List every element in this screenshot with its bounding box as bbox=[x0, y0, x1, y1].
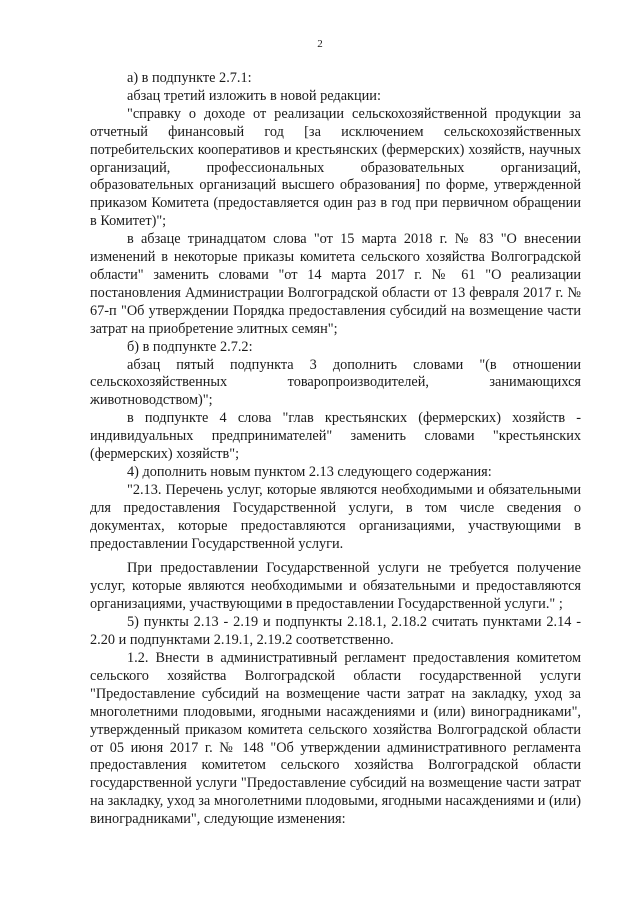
paragraph-third-abzac: абзац третий изложить в новой редакции: bbox=[127, 87, 381, 104]
paragraph-add-item-2-13: 4) дополнить новым пунктом 2.13 следующего содержания: bbox=[127, 463, 492, 480]
paragraph-item-2-13: "2.13. Перечень услуг, которые являются необходимыми и обязательными для предоставления Государственной услуги, в том числе сведения о документах, которые предоставляются организациями, участвующими в предоставлении Государственной услуги. bbox=[90, 481, 581, 552]
paragraph-renumber-items: 5) пункты 2.13 - 2.19 и подпункты 2.18.1, 2.18.2 считать пунктами 2.14 - 2.20 и подпунктами 2.19.1, 2.19.2 соответственно. bbox=[90, 614, 581, 649]
paragraph-no-services-required: При предоставлении Государственной услуги не требуется получение услуг, которые являются необходимыми и обязательными и предоставляются организациями, участвующими в предоставлении Государственной услуги." ; bbox=[90, 560, 581, 613]
paragraph-subitem-b: б) в подпункте 2.7.2: bbox=[127, 338, 253, 355]
paragraph-income-certificate: "справку о доходе от реализации сельскохозяйственной продукции за отчетный финансовый год [за исключением сельскохозяйственных потребительских кооперативов и крестьянских (фермерских) хозяйств, научных организаций, профессиональных образовательных организаций, образовательных организаций высшего образования] по форме, утвержденной приказом Комитета (предоставляется один раз в год при первичном обращении в Комитет)"; bbox=[90, 105, 581, 230]
paragraph-item-1-2: 1.2. Внести в административный регламент предоставления комитетом сельского хозяйства Волгоградской области государственной услуги "Предоставление субсидий на возмещение части затрат на закладку, уход за многолетними плодовыми, ягодными насаждениями и (или) виноградниками", утвержденный приказом комитета сельского хозяйства Волгоградской области от 05 июня 2017 г. № 148 "Об утверждении административного регламента предоставления комитетом сельского хозяйства Волгоградской области государственной услуги "Предоставление субсидий на возмещение части затрат на закладку, уход за многолетними плодовыми, ягодными насаждениями и (или) виноградниками", следующие изменения: bbox=[90, 650, 581, 828]
paragraph-subitem-4-words: в подпункте 4 слова "глав крестьянских (фермерских) хозяйств - индивидуальных предпринимателей" заменить словами "крестьянских (фермерских) хозяйств"; bbox=[90, 410, 581, 463]
paragraph-fifth-abzac: абзац пятый подпункта 3 дополнить словами "(в отношении сельскохозяйственных товаропроизводителей, занимающихся животноводством)"; bbox=[90, 356, 581, 409]
paragraph-thirteenth-abzac: в абзаце тринадцатом слова "от 15 марта 2018 г. № 83 "О внесении изменений в некоторые приказы комитета сельского хозяйства Волгоградской области" заменить словами "от 14 марта 2017 г. № 61 "О реализации постановления Администрации Волгоградской области от 13 февраля 2017 г. № 67-п "Об утверждении Порядка предоставления субсидий на возмещение части затрат на приобретение элитных семян"; bbox=[90, 231, 581, 337]
page-number: 2 bbox=[317, 38, 323, 50]
document-body bbox=[90, 70, 581, 829]
paragraph-subitem-a: а) в подпункте 2.7.1: bbox=[127, 70, 252, 86]
